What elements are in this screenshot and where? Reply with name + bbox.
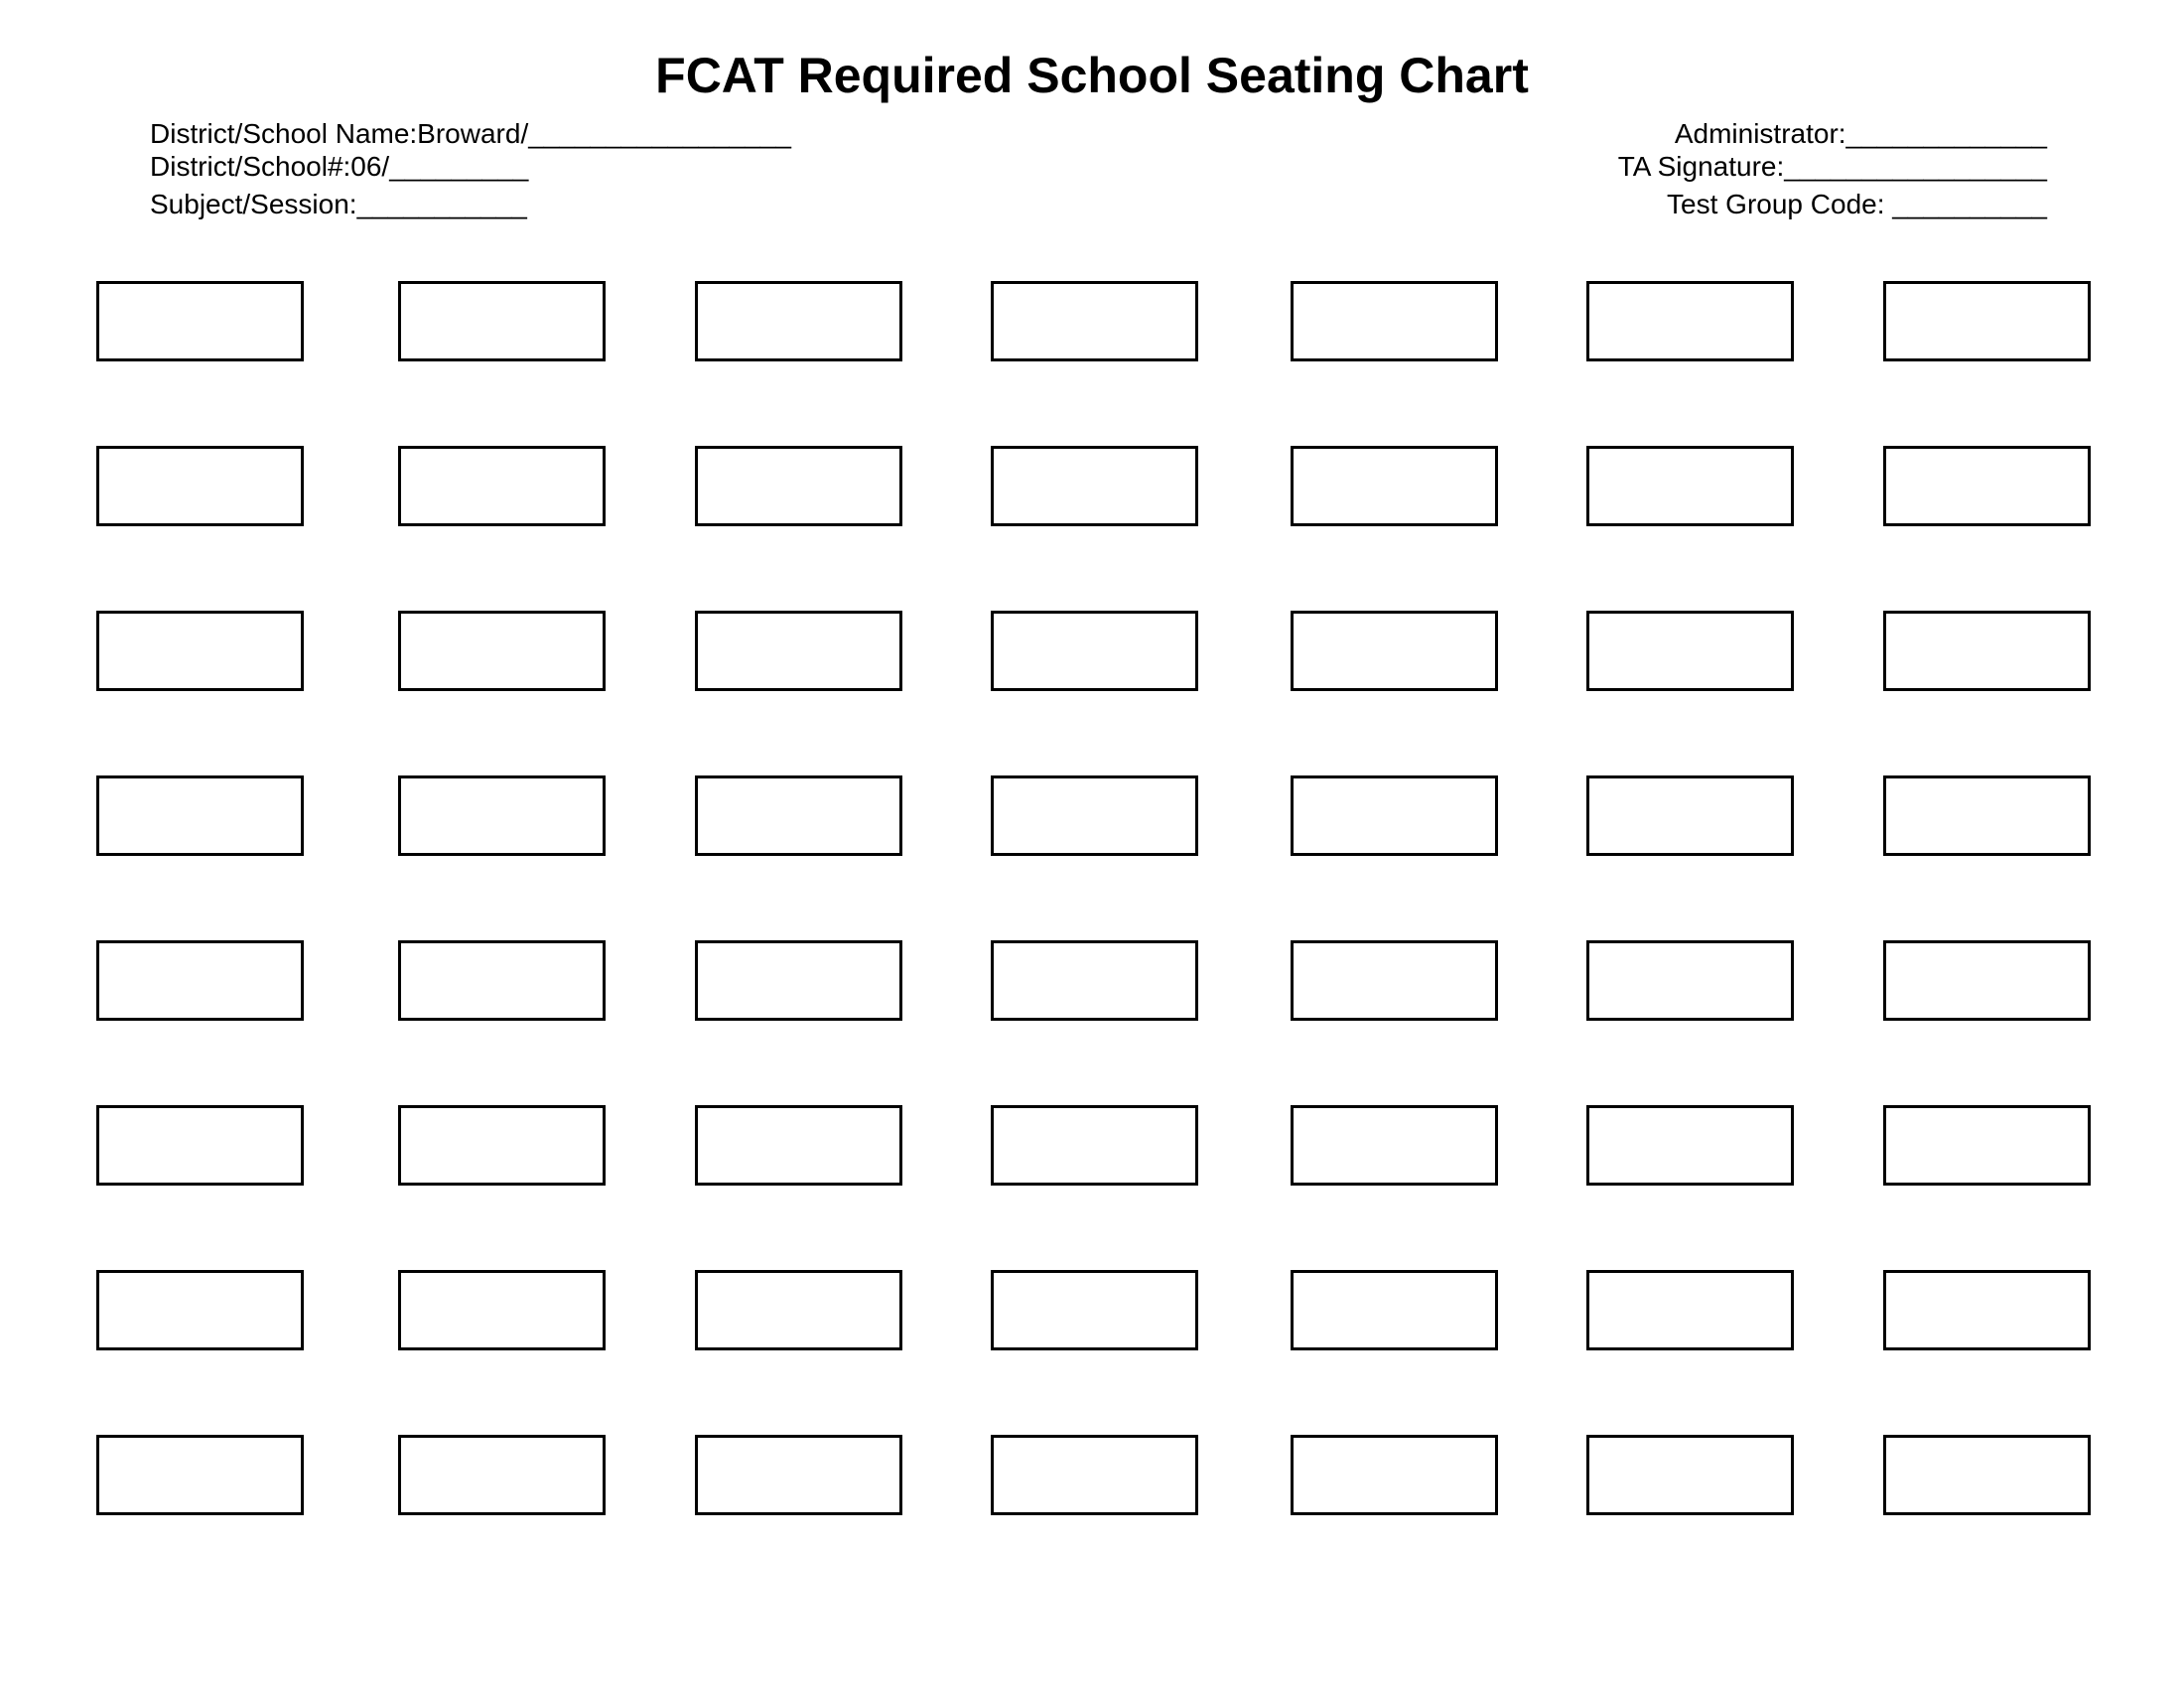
seat-box[interactable] xyxy=(398,775,606,856)
seat-box[interactable] xyxy=(1883,611,2091,691)
seat-box[interactable] xyxy=(96,281,304,361)
ta-signature-field[interactable]: TA Signature:_________________ xyxy=(1617,151,2047,182)
seat-box[interactable] xyxy=(96,611,304,691)
seat-box[interactable] xyxy=(96,940,304,1021)
seat-box[interactable] xyxy=(695,1105,902,1186)
seat-box[interactable] xyxy=(1883,940,2091,1021)
seat-box[interactable] xyxy=(1586,1435,1794,1515)
seat-box[interactable] xyxy=(1291,775,1498,856)
seat-box[interactable] xyxy=(1291,611,1498,691)
seat-box[interactable] xyxy=(1883,1435,2091,1515)
seat-box[interactable] xyxy=(1586,775,1794,856)
seat-box[interactable] xyxy=(398,1105,606,1186)
seat-box[interactable] xyxy=(1883,775,2091,856)
seat-box[interactable] xyxy=(1883,446,2091,526)
seat-box[interactable] xyxy=(96,1435,304,1515)
seat-box[interactable] xyxy=(1291,446,1498,526)
seat-box[interactable] xyxy=(991,1270,1198,1350)
seat-box[interactable] xyxy=(695,1270,902,1350)
seat-box[interactable] xyxy=(1291,1105,1498,1186)
seat-box[interactable] xyxy=(96,1105,304,1186)
seat-box[interactable] xyxy=(991,446,1198,526)
seat-box[interactable] xyxy=(695,1435,902,1515)
seat-box[interactable] xyxy=(1291,281,1498,361)
page-title: FCAT Required School Seating Chart xyxy=(655,48,1529,103)
subject-session-field[interactable]: Subject/Session:___________ xyxy=(150,189,527,219)
district-school-name-field[interactable]: District/School Name:Broward/_________________ xyxy=(150,118,791,149)
seat-box[interactable] xyxy=(1291,940,1498,1021)
seat-box[interactable] xyxy=(1586,281,1794,361)
seat-box[interactable] xyxy=(96,1270,304,1350)
seat-box[interactable] xyxy=(1883,1270,2091,1350)
seat-box[interactable] xyxy=(1586,446,1794,526)
seat-box[interactable] xyxy=(695,775,902,856)
seat-box[interactable] xyxy=(96,775,304,856)
seat-box[interactable] xyxy=(1586,1105,1794,1186)
seat-box[interactable] xyxy=(991,1435,1198,1515)
seat-box[interactable] xyxy=(1586,940,1794,1021)
seat-box[interactable] xyxy=(695,446,902,526)
seat-box[interactable] xyxy=(991,940,1198,1021)
seat-box[interactable] xyxy=(1291,1270,1498,1350)
seat-box[interactable] xyxy=(991,611,1198,691)
seat-box[interactable] xyxy=(991,775,1198,856)
seat-box[interactable] xyxy=(398,1270,606,1350)
test-group-code-field[interactable]: Test Group Code: __________ xyxy=(1667,189,2047,219)
seat-box[interactable] xyxy=(1883,281,2091,361)
seat-box[interactable] xyxy=(398,940,606,1021)
seat-box[interactable] xyxy=(991,281,1198,361)
seat-box[interactable] xyxy=(1291,1435,1498,1515)
seat-box[interactable] xyxy=(695,611,902,691)
seat-box[interactable] xyxy=(1586,611,1794,691)
seat-box[interactable] xyxy=(991,1105,1198,1186)
seat-box[interactable] xyxy=(398,446,606,526)
administrator-field[interactable]: Administrator:_____________ xyxy=(1674,118,2047,149)
seat-box[interactable] xyxy=(695,940,902,1021)
seat-box[interactable] xyxy=(96,446,304,526)
seat-box[interactable] xyxy=(398,1435,606,1515)
seat-box[interactable] xyxy=(398,281,606,361)
seat-box[interactable] xyxy=(398,611,606,691)
seat-box[interactable] xyxy=(1586,1270,1794,1350)
seat-box[interactable] xyxy=(695,281,902,361)
district-school-number-field[interactable]: District/School#:06/_________ xyxy=(150,151,529,182)
seat-box[interactable] xyxy=(1883,1105,2091,1186)
